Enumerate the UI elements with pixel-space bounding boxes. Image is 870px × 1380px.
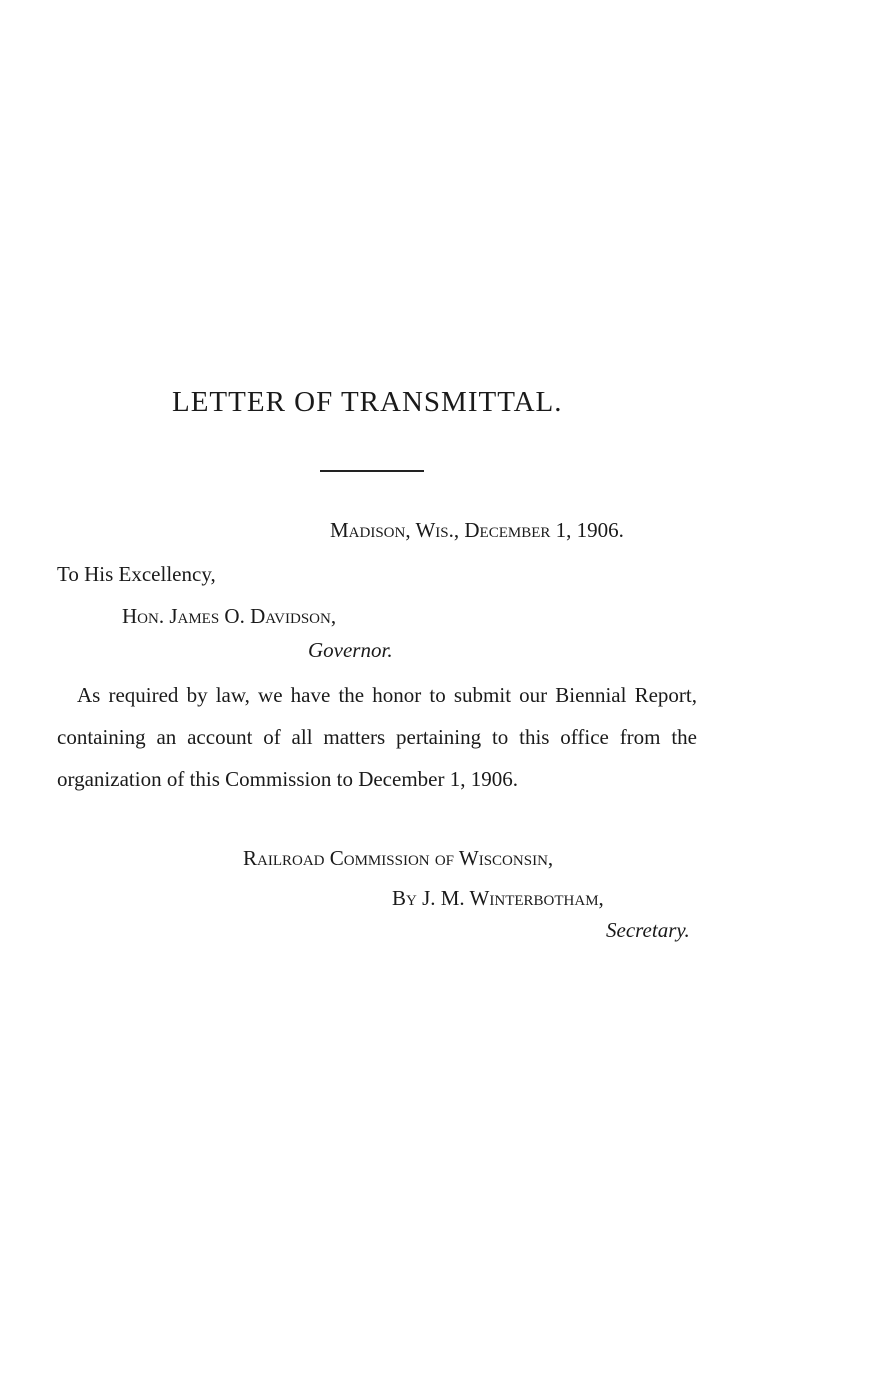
letter-body: As required by law, we have the honor to submit our Biennial Report, containing an account of all matters pertaining to this office from the organization of this Commission to December 1, 1906. [57,683,697,791]
title-divider [320,470,424,472]
signer-title: Secretary. [606,918,690,942]
addressee-title: Governor. [308,638,393,662]
letter-title: LETTER OF TRANSMITTAL. [172,386,563,418]
dateline: Madison, Wis., December 1, 1906. [330,518,624,542]
addressee-name: Hon. James O. Davidson, [122,604,337,628]
salutation: To His Excellency, [57,562,216,586]
signer-name: By J. M. Winterbotham, [392,886,604,910]
signer-organization: Railroad Commission of Wisconsin, [243,846,554,870]
